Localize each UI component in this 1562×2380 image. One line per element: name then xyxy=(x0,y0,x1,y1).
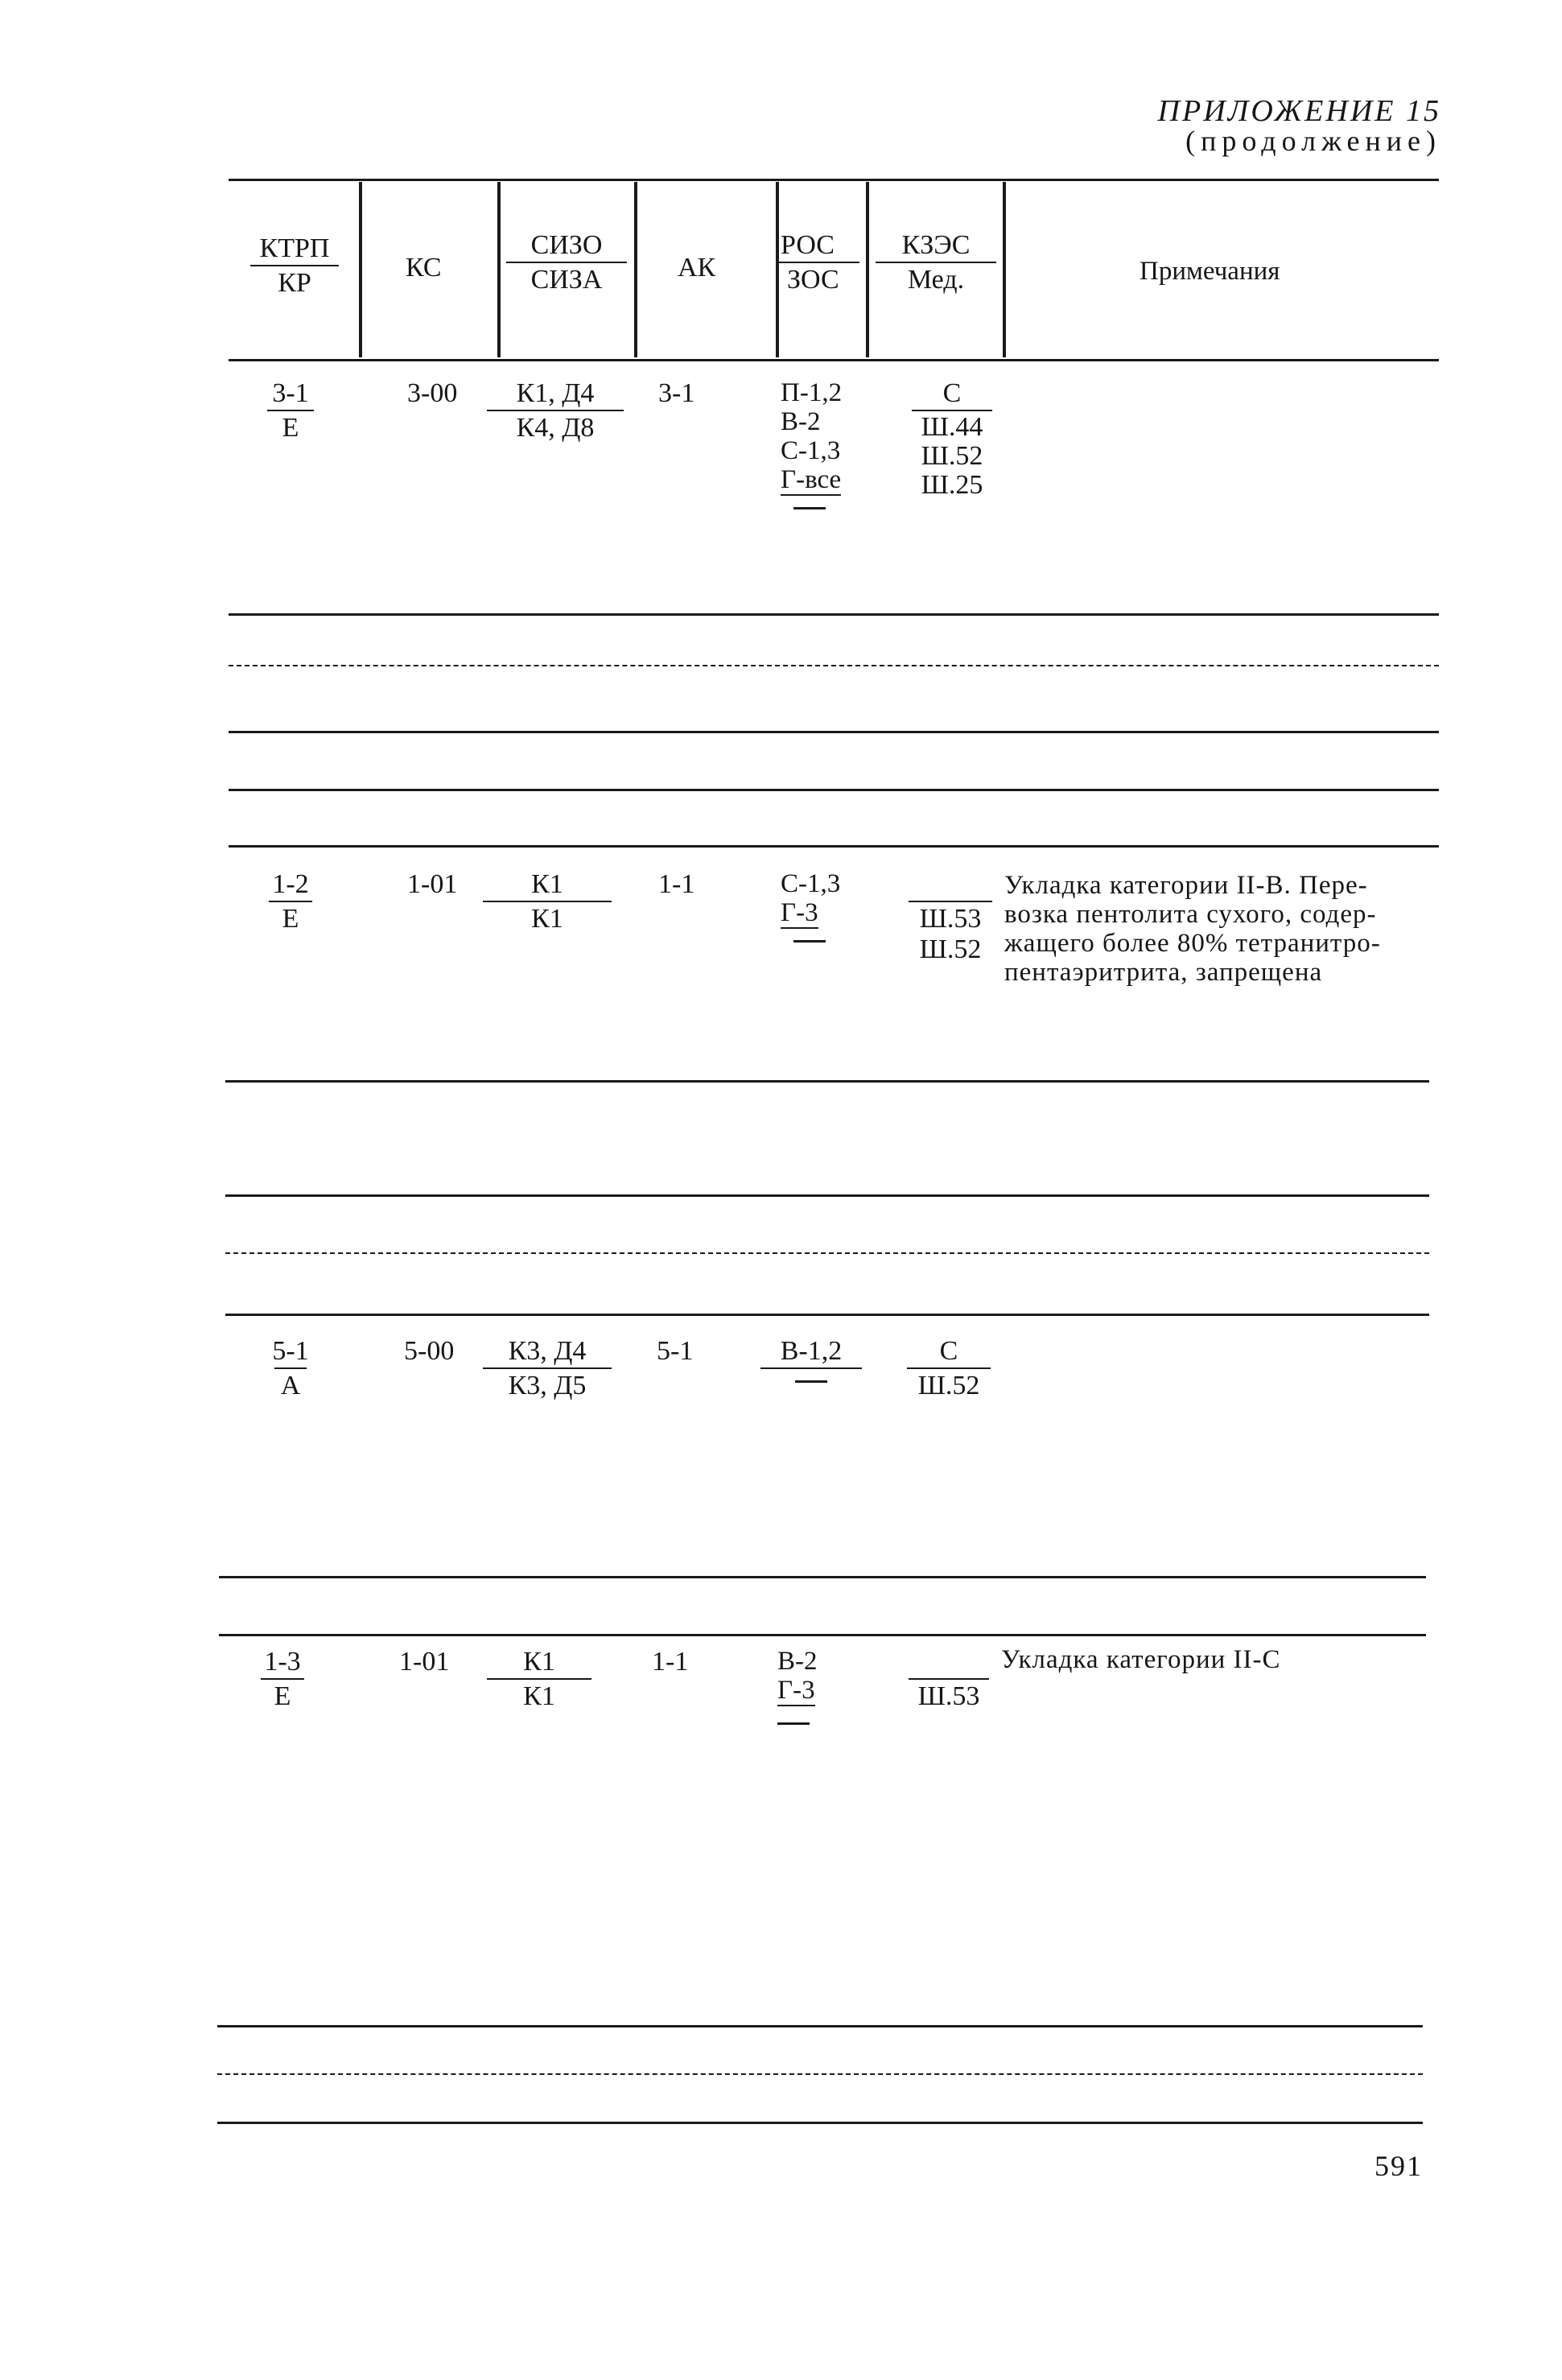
row3-sizo: К3, Д4 К3, Д5 xyxy=(480,1336,615,1401)
empty-dash xyxy=(777,1722,810,1725)
page-number: 591 xyxy=(1374,2150,1423,2182)
header-divider xyxy=(634,182,637,357)
row2-ak: 1-1 xyxy=(658,869,695,899)
row4-kzes: Ш.53 xyxy=(905,1647,993,1712)
row-rule xyxy=(225,1314,1429,1316)
row-rule xyxy=(229,845,1439,848)
row4-note: Укладка категории II-С xyxy=(1001,1645,1281,1674)
row-rule-dashed xyxy=(225,1252,1429,1254)
header-sizo: СИЗО СИЗА xyxy=(499,230,634,295)
row3-ros: В-1,2 xyxy=(753,1336,869,1411)
row1-ros: П-1,2 В-2 С-1,3 Г-все xyxy=(781,378,842,509)
empty-dash xyxy=(793,940,826,943)
row3-ktrp: 5-1 А xyxy=(272,1336,309,1400)
appendix-title: ПРИЛОЖЕНИЕ 15 xyxy=(1157,94,1441,128)
row3-kzes: С Ш.52 xyxy=(905,1336,993,1401)
appendix-subtitle: (продолжение) xyxy=(1185,125,1441,157)
row-rule xyxy=(225,1080,1429,1083)
row4-ks: 1-01 xyxy=(399,1647,450,1677)
row-rule-dashed xyxy=(217,2073,1423,2075)
table-top-rule xyxy=(229,179,1439,181)
row2-ktrp: 1-2 Е xyxy=(254,869,327,934)
row4-ak: 1-1 xyxy=(652,1647,689,1677)
header-kzes: КЗЭС Мед. xyxy=(869,230,1003,295)
row2-sizo: К1 К1 xyxy=(480,869,615,934)
header-divider xyxy=(359,182,362,357)
row3-ak: 5-1 xyxy=(657,1336,694,1366)
row2-note: Укладка категории II-В. Пере- возка пентолита сухого, содер- жащего более 80% тетранитро- пентаэритрита, запрещена xyxy=(1004,871,1381,987)
row1-ktrp: 3-1 Е xyxy=(254,378,327,443)
row-rule xyxy=(217,2025,1423,2027)
row-rule xyxy=(229,613,1439,616)
row1-ak: 3-1 xyxy=(658,378,695,408)
header-divider xyxy=(1003,182,1006,357)
header-ktrp: КТРП КР xyxy=(238,233,351,299)
row4-sizo: К1 К1 xyxy=(480,1647,599,1712)
empty-dash xyxy=(795,1380,827,1383)
row2-ks: 1-01 xyxy=(407,869,458,899)
row3-ks: 5-00 xyxy=(404,1336,455,1366)
row-rule xyxy=(225,1194,1429,1197)
table-header-bottom-rule xyxy=(229,359,1439,361)
header-ak: АК xyxy=(678,253,716,283)
row4-ktrp: 1-3 Е xyxy=(246,1647,319,1712)
row2-ros: С-1,3 Г-3 xyxy=(781,869,840,943)
row-rule-dashed xyxy=(229,665,1439,666)
row-rule xyxy=(219,1576,1426,1578)
header-ros: РОС ЗОС xyxy=(777,230,866,295)
row-rule xyxy=(219,1634,1426,1636)
table-bottom-rule xyxy=(217,2122,1423,2124)
row1-sizo: К1, Д4 К4, Д8 xyxy=(475,378,636,443)
empty-dash xyxy=(793,507,826,509)
row-rule xyxy=(229,789,1439,791)
header-ks: КС xyxy=(406,253,442,283)
row-rule xyxy=(229,731,1439,733)
row2-kzes: Ш.53 Ш.52 xyxy=(906,869,995,965)
header-notes: Примечания xyxy=(1140,257,1280,286)
row1-ks: 3-00 xyxy=(407,378,458,408)
row4-ros: В-2 Г-3 xyxy=(777,1647,818,1725)
row1-kzes: С Ш.44 Ш.52 Ш.25 xyxy=(908,378,996,500)
